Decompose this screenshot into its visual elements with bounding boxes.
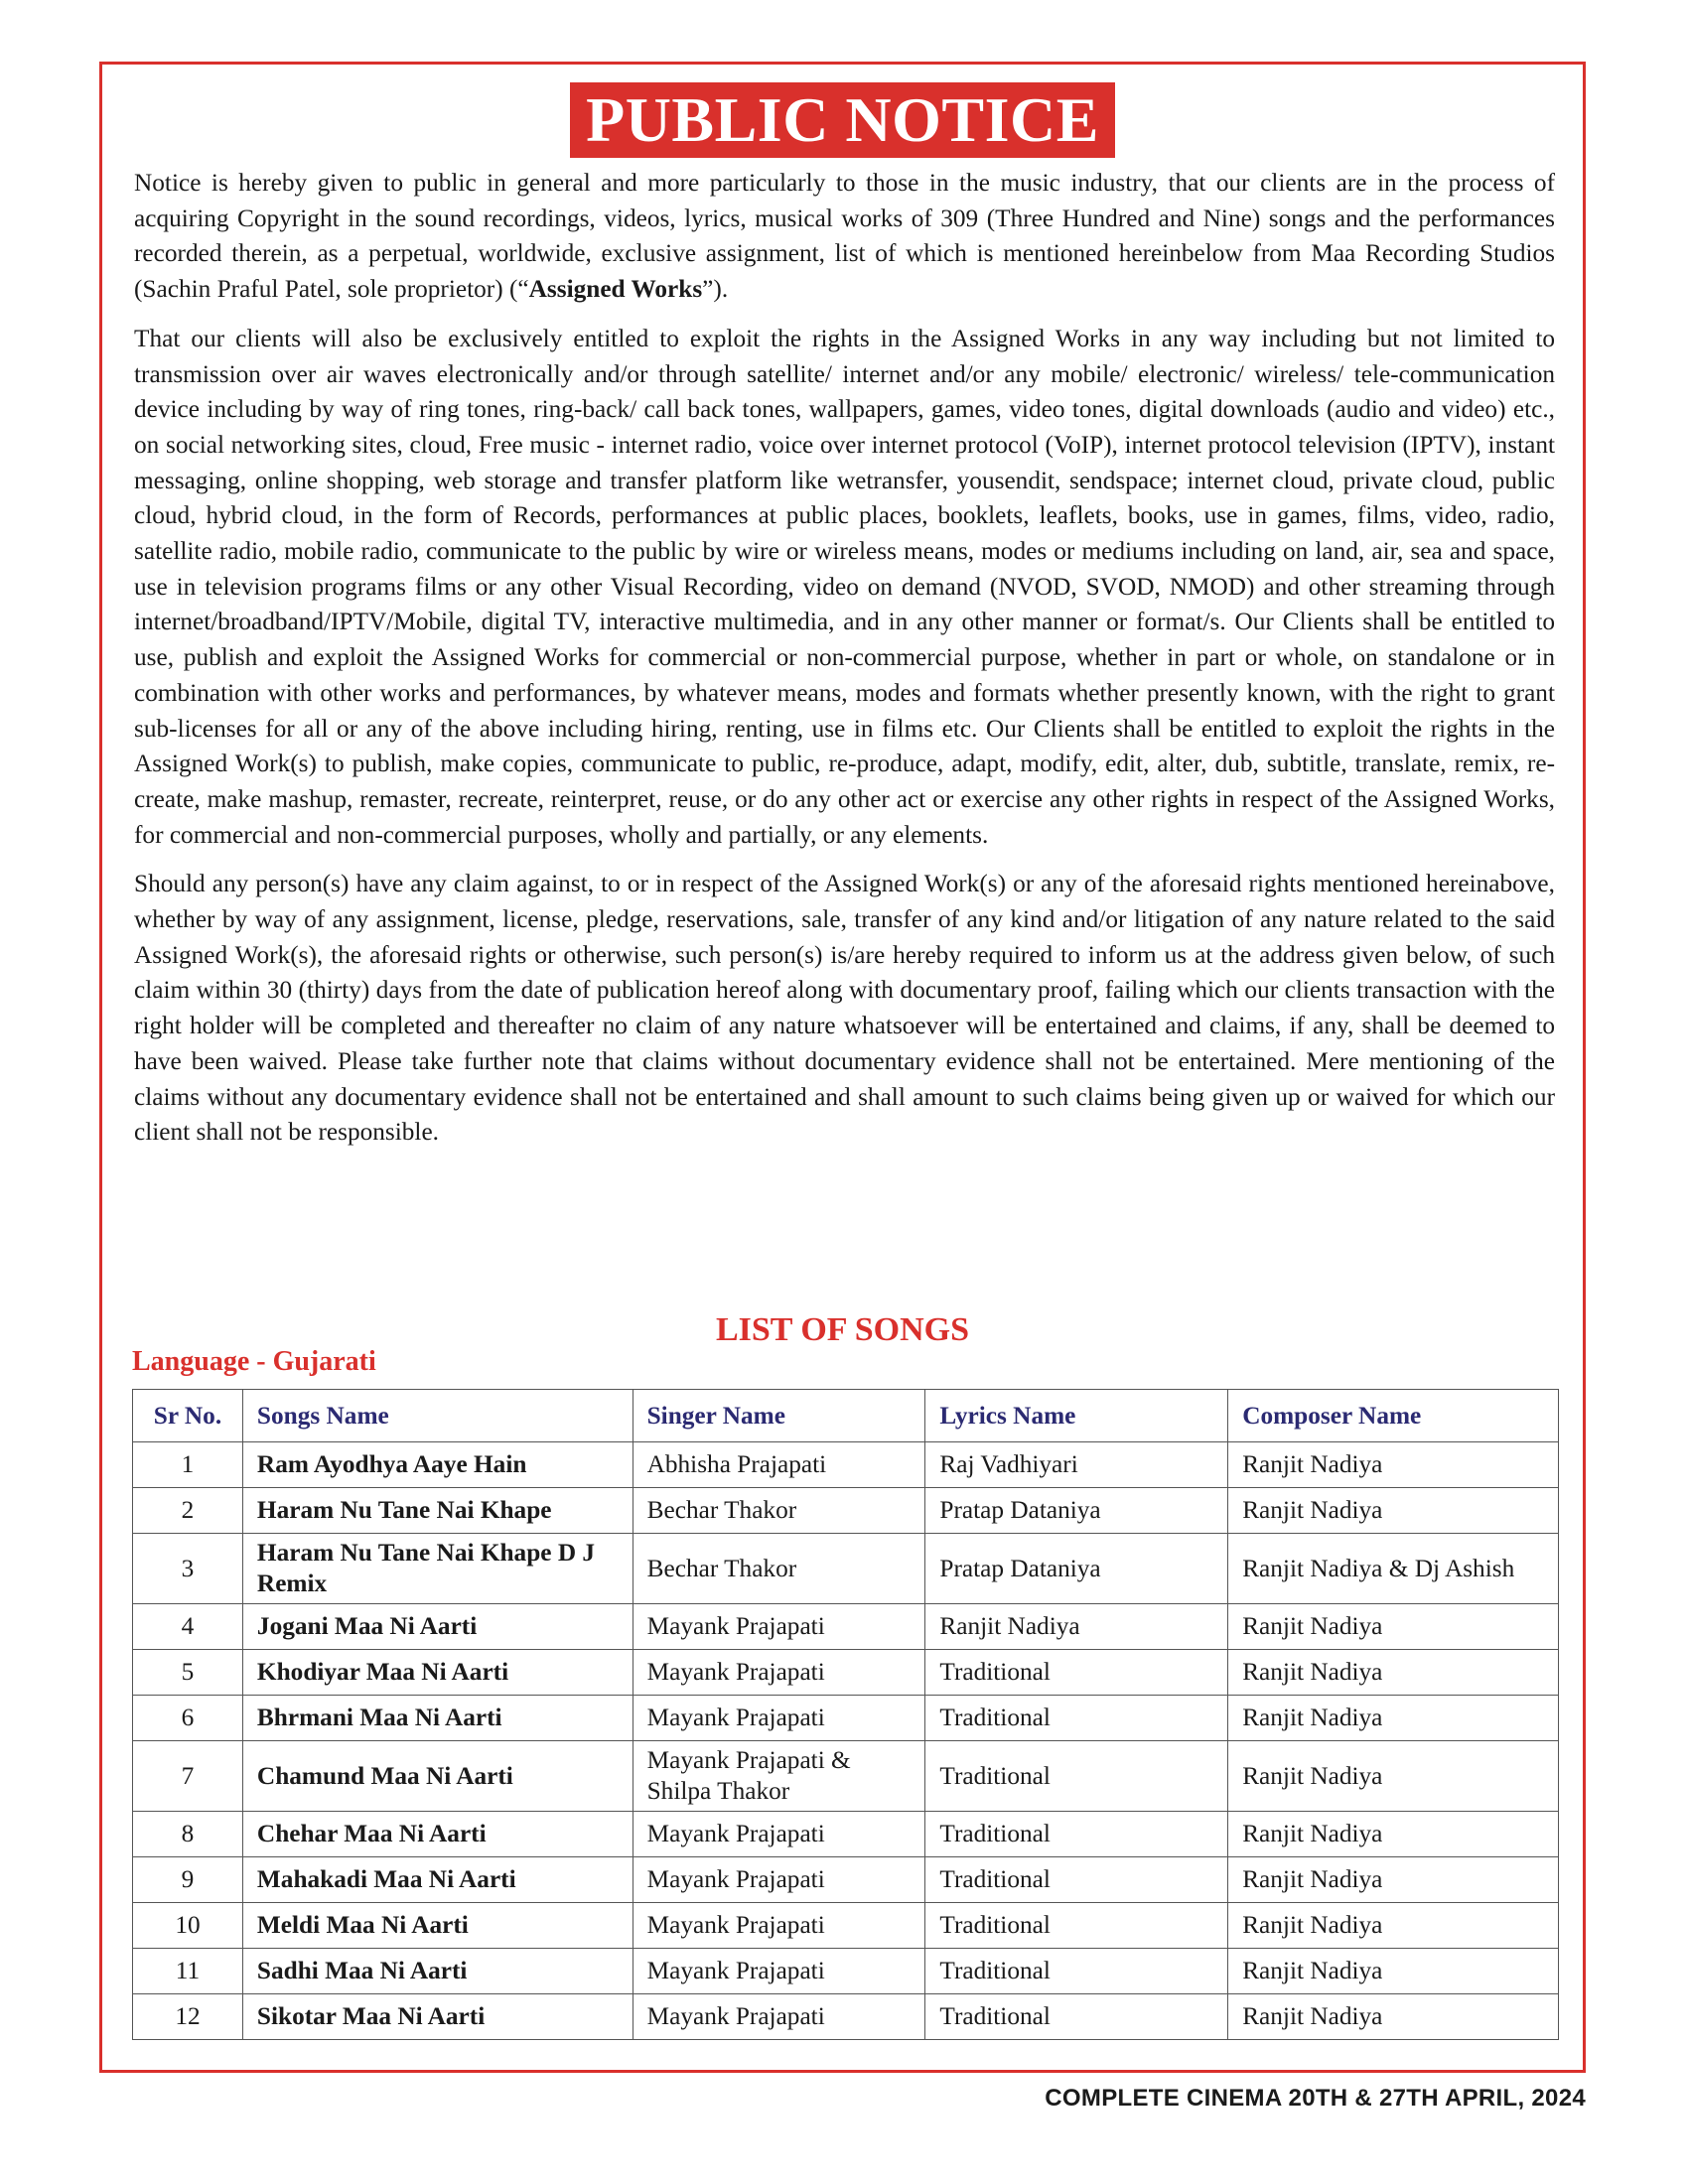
language-label: Language - Gujarati <box>132 1346 376 1377</box>
table-row <box>133 1857 1559 1903</box>
singer-cell: Mayank Prajapati <box>633 1857 925 1903</box>
table-row <box>133 1650 1559 1696</box>
notice-paragraph-3: Should any person(s) have any claim against, to or in respect of the Assigned Work(s) or any of the aforesaid rights mentioned hereinabove, whether by way of any assignment, license, pledge, reservations, sale, transfer of any kind and/or litigation of any nature related to the said Assigned Work(s), the aforesaid rights or otherwise, such person(s) is/are hereby required to inform us at the address given below, of such claim within 30 (thirty) days from the date of publication hereof along with documentary proof, failing which our clients transaction with the right holder will be completed and thereafter no claim of any nature whatsoever will be entertained and claims, if any, shall be deemed to have been waived. Please take further note that claims without documentary evidence shall not be entertained. Mere mentioning of the claims without any documentary evidence shall not be entertained and shall amount to such claims being given up or waived for which our client shall not be responsible. <box>134 870 1555 1147</box>
song-name-cell: Sikotar Maa Ni Aarti <box>242 1994 633 2040</box>
col-header-singer-name: Singer Name <box>633 1390 925 1442</box>
singer-cell: Bechar Thakor <box>633 1488 925 1534</box>
composer-cell: Ranjit Nadiya <box>1228 1812 1559 1857</box>
sr-no-cell: 1 <box>133 1442 243 1488</box>
table-row <box>133 1812 1559 1857</box>
composer-cell: Ranjit Nadiya <box>1228 1442 1559 1488</box>
singer-cell: Mayank Prajapati <box>633 1994 925 2040</box>
lyrics-cell: Ranjit Nadiya <box>925 1604 1228 1650</box>
table-row <box>133 1696 1559 1741</box>
notice-paragraph-1 <box>134 166 1555 308</box>
song-name-cell: Mahakadi Maa Ni Aarti <box>242 1857 633 1903</box>
col-header-lyrics-name: Lyrics Name <box>925 1390 1228 1442</box>
composer-cell: Ranjit Nadiya & Dj Ashish <box>1228 1534 1559 1604</box>
sr-no-cell: 5 <box>133 1650 243 1696</box>
table-row <box>133 1949 1559 1994</box>
song-name-cell: Chamund Maa Ni Aarti <box>242 1741 633 1812</box>
lyrics-cell: Traditional <box>925 1857 1228 1903</box>
singer-cell: Bechar Thakor <box>633 1534 925 1604</box>
song-name-cell: Haram Nu Tane Nai Khape <box>242 1488 633 1534</box>
lyrics-cell: Pratap Dataniya <box>925 1488 1228 1534</box>
song-name-cell: Jogani Maa Ni Aarti <box>242 1604 633 1650</box>
singer-cell: Mayank Prajapati <box>633 1949 925 1994</box>
sr-no-cell: 9 <box>133 1857 243 1903</box>
song-name-cell: Khodiyar Maa Ni Aarti <box>242 1650 633 1696</box>
lyrics-cell: Traditional <box>925 1994 1228 2040</box>
singer-cell: Mayank Prajapati <box>633 1696 925 1741</box>
page-title: PUBLIC NOTICE <box>570 82 1115 158</box>
composer-cell: Ranjit Nadiya <box>1228 1949 1559 1994</box>
lyrics-cell: Traditional <box>925 1696 1228 1741</box>
composer-cell: Ranjit Nadiya <box>1228 1903 1559 1949</box>
header-row <box>133 1390 1559 1442</box>
singer-cell: Mayank Prajapati <box>633 1812 925 1857</box>
table-row <box>133 1442 1559 1488</box>
composer-cell: Ranjit Nadiya <box>1228 1857 1559 1903</box>
table-row <box>133 1534 1559 1604</box>
title-wrap <box>102 82 1583 158</box>
assigned-works-term: Assigned Works <box>528 275 703 304</box>
song-name-cell: Haram Nu Tane Nai Khape D J Remix <box>242 1534 633 1604</box>
song-name-cell: Chehar Maa Ni Aarti <box>242 1812 633 1857</box>
notice-body <box>134 166 1555 1164</box>
col-header-sr-no: Sr No. <box>133 1390 243 1442</box>
songs-table <box>132 1389 1559 2040</box>
singer-cell: Mayank Prajapati <box>633 1903 925 1949</box>
table-row <box>133 1488 1559 1534</box>
composer-cell: Ranjit Nadiya <box>1228 1604 1559 1650</box>
composer-cell: Ranjit Nadiya <box>1228 1488 1559 1534</box>
lyrics-cell: Traditional <box>925 1903 1228 1949</box>
publication-footer: COMPLETE CINEMA 20TH & 27TH APRIL, 2024 <box>1045 2085 1586 2112</box>
songs-table-body <box>133 1442 1559 2040</box>
singer-cell: Mayank Prajapati <box>633 1650 925 1696</box>
song-name-cell: Ram Ayodhya Aaye Hain <box>242 1442 633 1488</box>
lyrics-cell: Raj Vadhiyari <box>925 1442 1228 1488</box>
sr-no-cell: 3 <box>133 1534 243 1604</box>
sr-no-cell: 10 <box>133 1903 243 1949</box>
para1-text-b: ”). <box>702 275 729 304</box>
list-of-songs-heading: LIST OF SONGS <box>715 1311 970 1348</box>
notice-paragraph-2: That our clients will also be exclusively entitled to exploit the rights in the Assigned Works in any way including but not limited to transmission over air waves electronically and/or through satellite/ internet and/or any mobile/ electronic/ wireless/ tele-communication device including by way of ring tones, ring-back/ call back tones, wallpapers, games, video tones, digital downloads (audio and video) etc., on social networking sites, cloud, Free music - internet radio, voice over internet protocol (VoIP), internet protocol television (IPTV), instant messaging, online shopping, web storage and transfer platform like wetransfer, yousendit, sendspace; internet cloud, private cloud, public cloud, hybrid cloud, in the form of Records, performances at public places, booklets, leaflets, books, use in games, films, video, radio, satellite radio, mobile radio, communicate to the public by wire or wireless means, modes or mediums including on land, air, sea and space, use in television programs films or any other Visual Recording, video on demand (NVOD, SVOD, NMOD) and other streaming through internet/broadband/IPTV/Mobile, digital TV, interactive multimedia, and in any other manner or format/s. Our Clients shall be entitled to use, publish and exploit the Assigned Works for commercial or non-commercial purpose, whether in part or whole, on standalone or in combination with other works and performances, by whatever means, modes and formats whether presently known, with the right to grant sub-licenses for all or any of the above including hiring, renting, use in films etc. Our Clients shall be entitled to exploit the rights in the Assigned Work(s) to publish, make copies, communicate to public, re-produce, adapt, modify, edit, alter, dub, subtitle, translate, remix, re-create, make mashup, remaster, recreate, reinterpret, reuse, or do any other act or exercise any other rights in respect of the Assigned Works, for commercial and non-commercial purposes, wholly and partially, or any elements. <box>134 324 1555 849</box>
composer-cell: Ranjit Nadiya <box>1228 1696 1559 1741</box>
col-header-song-name: Songs Name <box>242 1390 633 1442</box>
sr-no-cell: 12 <box>133 1994 243 2040</box>
lyrics-cell: Traditional <box>925 1812 1228 1857</box>
singer-cell: Mayank Prajapati & Shilpa Thakor <box>633 1741 925 1812</box>
lyrics-cell: Traditional <box>925 1741 1228 1812</box>
sr-no-cell: 11 <box>133 1949 243 1994</box>
table-row <box>133 1903 1559 1949</box>
sr-no-cell: 7 <box>133 1741 243 1812</box>
para1-text-a: Notice is hereby given to public in general and more particularly to those in the music industry, that our clients are in the process of acquiring Copyright in the sound recordings, videos, lyrics, musical works of 309 (Three Hundred and Nine) songs and the performances recorded therein, as a perpetual, worldwide, exclusive assignment, list of which is mentioned hereinbelow from Maa Recording Studios (Sachin Praful Patel, sole proprietor) (“ <box>134 169 1555 304</box>
composer-cell: Ranjit Nadiya <box>1228 1994 1559 2040</box>
table-row <box>133 1604 1559 1650</box>
lyrics-cell: Traditional <box>925 1650 1228 1696</box>
sr-no-cell: 4 <box>133 1604 243 1650</box>
song-name-cell: Sadhi Maa Ni Aarti <box>242 1949 633 1994</box>
composer-cell: Ranjit Nadiya <box>1228 1741 1559 1812</box>
col-header-composer-name: Composer Name <box>1228 1390 1559 1442</box>
notice-frame <box>99 62 1586 2073</box>
table-row <box>133 1741 1559 1812</box>
sr-no-cell: 8 <box>133 1812 243 1857</box>
singer-cell: Abhisha Prajapati <box>633 1442 925 1488</box>
songs-table-head <box>133 1390 1559 1442</box>
table-row <box>133 1994 1559 2040</box>
song-name-cell: Bhrmani Maa Ni Aarti <box>242 1696 633 1741</box>
singer-cell: Mayank Prajapati <box>633 1604 925 1650</box>
sr-no-cell: 2 <box>133 1488 243 1534</box>
composer-cell: Ranjit Nadiya <box>1228 1650 1559 1696</box>
lyrics-cell: Traditional <box>925 1949 1228 1994</box>
sr-no-cell: 6 <box>133 1696 243 1741</box>
lyrics-cell: Pratap Dataniya <box>925 1534 1228 1604</box>
song-name-cell: Meldi Maa Ni Aarti <box>242 1903 633 1949</box>
